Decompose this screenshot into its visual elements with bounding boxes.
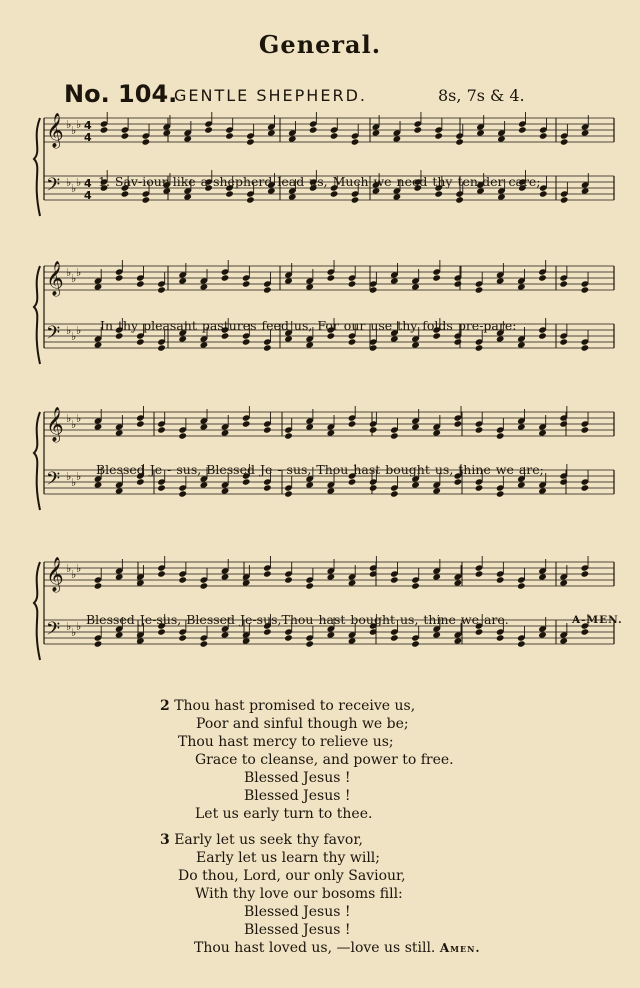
note-head (475, 344, 484, 351)
flat-icon: ♭ (71, 330, 77, 343)
note-head (305, 582, 314, 589)
note-head (221, 573, 230, 580)
bass-clef-icon: 𝄢 (46, 323, 61, 348)
note-head (348, 478, 357, 485)
note-head (242, 478, 251, 485)
note-head (432, 487, 441, 494)
treble-clef-icon: 𝄞 (46, 261, 64, 296)
note-head (327, 274, 336, 281)
flat-icon: ♭ (76, 118, 82, 131)
amen-label: Amen. (439, 941, 481, 955)
note-head (348, 579, 357, 586)
note-head (432, 631, 441, 638)
note-head (330, 132, 339, 139)
note-head (309, 126, 318, 133)
note-head (538, 429, 547, 436)
note-head (559, 338, 568, 345)
flat-icon: ♭ (66, 324, 72, 337)
note-head (157, 426, 166, 433)
note-head (263, 570, 272, 577)
note-head (581, 344, 590, 351)
note-head (581, 628, 590, 635)
note-head (221, 274, 230, 281)
note-head (136, 579, 145, 586)
note-head (221, 332, 230, 339)
note-head (142, 196, 151, 203)
hymn-title: GENTLE SHEPHERD. (174, 86, 367, 105)
flat-icon: ♭ (71, 418, 77, 431)
note-head (94, 640, 103, 647)
note-head (200, 423, 209, 430)
flat-icon: ♭ (66, 118, 72, 131)
note-head (581, 286, 590, 293)
verse-3-line-5: Blessed Jesus ! (244, 904, 351, 920)
note-head (115, 274, 124, 281)
note-head (390, 432, 399, 439)
note-head (518, 126, 527, 133)
note-head (517, 423, 526, 430)
note-head (411, 283, 420, 290)
note-head (348, 420, 357, 427)
note-head (221, 429, 230, 436)
flat-icon: ♭ (71, 476, 77, 489)
verse-3-line-6: Blessed Jesus ! (244, 922, 351, 938)
note-head (225, 132, 234, 139)
note-head (242, 420, 251, 427)
time-signature: 4 (84, 189, 92, 202)
note-head (351, 196, 360, 203)
flat-icon: ♭ (71, 182, 77, 195)
note-head (284, 490, 293, 497)
note-head (496, 576, 505, 583)
note-head (305, 423, 314, 430)
note-head (539, 190, 548, 197)
note-head (475, 484, 484, 491)
note-head (178, 277, 187, 284)
verse-2-line-6: Blessed Jesus ! (244, 788, 351, 804)
note-head (242, 637, 251, 644)
note-head (263, 286, 272, 293)
note-head (305, 283, 314, 290)
note-head (559, 579, 568, 586)
note-head (454, 637, 463, 644)
note-head (538, 274, 547, 281)
note-head (432, 332, 441, 339)
note-head (115, 487, 124, 494)
note-head (496, 277, 505, 284)
verse-2-line-2: Poor and sinful though we be; (196, 716, 409, 732)
note-head (351, 138, 360, 145)
bass-clef-icon: 𝄢 (46, 175, 61, 200)
verse-3-line-2: Early let us learn thy will; (196, 850, 380, 866)
note-head (372, 129, 381, 136)
note-head (411, 341, 420, 348)
note-head (454, 478, 463, 485)
note-head (517, 341, 526, 348)
note-head (517, 481, 526, 488)
verse-number: 3 (160, 832, 170, 848)
lyric-line-2: In thy pleasant pastures feed us, For our use thy folds pre-pare: (100, 318, 517, 333)
flat-icon: ♭ (66, 620, 72, 633)
note-head (327, 429, 336, 436)
note-head (157, 628, 166, 635)
note-head (178, 490, 187, 497)
note-head (411, 640, 420, 647)
verse-3-line-4: With thy love our bosoms fill: (195, 886, 403, 902)
system-brace (34, 266, 40, 364)
note-head (330, 190, 339, 197)
note-head (517, 582, 526, 589)
note-head (100, 126, 109, 133)
note-head (390, 335, 399, 342)
verse-text: Early let us seek thy favor, (174, 832, 363, 848)
verse-3-line-7 (194, 940, 481, 956)
note-head (136, 280, 145, 287)
flat-icon: ♭ (76, 470, 82, 483)
flat-icon: ♭ (66, 412, 72, 425)
note-head (432, 274, 441, 281)
verse-2-line-3: Thou hast mercy to relieve us; (178, 734, 394, 750)
treble-clef-icon: 𝄞 (46, 557, 64, 592)
note-head (121, 190, 130, 197)
note-head (411, 481, 420, 488)
note-head (327, 487, 336, 494)
bass-clef-icon: 𝄢 (46, 469, 61, 494)
note-head (475, 286, 484, 293)
hymn-number: No. 104. (64, 80, 178, 108)
verse-2-line-1 (160, 698, 415, 714)
note-head (136, 637, 145, 644)
flat-icon: ♭ (76, 176, 82, 189)
note-head (263, 344, 272, 351)
note-head (369, 426, 378, 433)
note-head (263, 484, 272, 491)
flat-icon: ♭ (66, 266, 72, 279)
note-head (121, 132, 130, 139)
note-head (200, 582, 209, 589)
note-head (517, 283, 526, 290)
amen-label: A-MEN. (572, 614, 623, 626)
note-head (538, 573, 547, 580)
note-head (94, 582, 103, 589)
note-head (497, 193, 506, 200)
note-head (263, 628, 272, 635)
note-head (94, 423, 103, 430)
verse-number: 2 (160, 698, 170, 714)
treble-clef-icon: 𝄞 (46, 407, 64, 442)
note-head (581, 484, 590, 491)
note-head (454, 338, 463, 345)
note-head (560, 196, 569, 203)
note-head (246, 196, 255, 203)
note-head (327, 573, 336, 580)
note-head (496, 335, 505, 342)
note-head (284, 634, 293, 641)
note-head (539, 132, 548, 139)
system-brace (34, 118, 40, 216)
note-head (327, 332, 336, 339)
verse-text: Thou hast promised to receive us, (174, 698, 416, 714)
note-head (393, 193, 402, 200)
bass-clef-icon: 𝄢 (46, 619, 61, 644)
note-head (454, 280, 463, 287)
note-head (284, 576, 293, 583)
note-head (432, 573, 441, 580)
note-head (327, 631, 336, 638)
note-head (496, 634, 505, 641)
note-head (559, 478, 568, 485)
note-head (305, 481, 314, 488)
note-head (559, 420, 568, 427)
note-head (434, 190, 443, 197)
note-head (115, 332, 124, 339)
note-head (411, 582, 420, 589)
note-head (517, 640, 526, 647)
note-head (581, 570, 590, 577)
flat-icon: ♭ (71, 272, 77, 285)
flat-icon: ♭ (76, 562, 82, 575)
note-head (348, 637, 357, 644)
note-head (136, 420, 145, 427)
note-head (221, 631, 230, 638)
note-head (496, 432, 505, 439)
note-head (242, 280, 251, 287)
note-head (178, 576, 187, 583)
note-head (157, 344, 166, 351)
note-head (157, 484, 166, 491)
note-head (178, 432, 187, 439)
note-head (560, 138, 569, 145)
note-head (475, 628, 484, 635)
flat-icon: ♭ (76, 620, 82, 633)
section-title: General. (258, 30, 382, 59)
note-head (225, 190, 234, 197)
lyric-line-4: Blessed Je-sus, Blessed Je-sus,Thou hast bought us, thine we are. (86, 612, 509, 627)
note-head (455, 138, 464, 145)
note-head (242, 338, 251, 345)
note-head (390, 490, 399, 497)
flat-icon: ♭ (71, 568, 77, 581)
note-head (455, 196, 464, 203)
note-head (497, 135, 506, 142)
verse-3-line-3: Do thou, Lord, our only Saviour, (178, 868, 406, 884)
note-head (390, 634, 399, 641)
verse-3-line-1 (160, 832, 363, 848)
note-head (263, 426, 272, 433)
note-head (284, 335, 293, 342)
note-head (284, 432, 293, 439)
verse-2-line-5: Blessed Jesus ! (244, 770, 351, 786)
lyric-line-1: 1. Sav-iour like a shepherd lead us, Much we need thy ten-der care; (98, 174, 541, 189)
note-head (475, 570, 484, 577)
note-head (200, 341, 209, 348)
flat-icon: ♭ (76, 266, 82, 279)
note-head (204, 126, 213, 133)
time-signature: 4 (84, 119, 92, 132)
time-signature: 4 (84, 177, 92, 190)
flat-icon: ♭ (71, 124, 77, 137)
note-head (434, 132, 443, 139)
note-head (200, 640, 209, 647)
note-head (496, 490, 505, 497)
system-brace (34, 562, 40, 660)
note-head (369, 484, 378, 491)
note-head (178, 634, 187, 641)
note-head (162, 129, 171, 136)
verse-2-line-7: Let us early turn to thee. (195, 806, 373, 822)
note-head (242, 579, 251, 586)
note-head (390, 277, 399, 284)
note-head (411, 423, 420, 430)
note-head (413, 126, 422, 133)
note-head (476, 129, 485, 136)
note-head (432, 429, 441, 436)
note-head (538, 332, 547, 339)
note-head (115, 573, 124, 580)
note-head (305, 640, 314, 647)
note-head (454, 420, 463, 427)
note-head (183, 193, 192, 200)
note-head (454, 579, 463, 586)
note-head (288, 135, 297, 142)
note-head (157, 570, 166, 577)
flat-icon: ♭ (66, 176, 72, 189)
note-head (183, 135, 192, 142)
note-head (475, 426, 484, 433)
flat-icon: ♭ (76, 412, 82, 425)
note-head (157, 286, 166, 293)
verse-2-line-4: Grace to cleanse, and power to free. (195, 752, 454, 768)
system-brace (34, 412, 40, 510)
note-head (538, 487, 547, 494)
note-head (581, 426, 590, 433)
note-head (115, 429, 124, 436)
hymn-meter: 8s, 7s & 4. (438, 86, 525, 105)
note-head (94, 341, 103, 348)
note-head (200, 481, 209, 488)
note-head (221, 487, 230, 494)
note-head (559, 637, 568, 644)
note-head (348, 280, 357, 287)
flat-icon: ♭ (66, 562, 72, 575)
flat-icon: ♭ (76, 324, 82, 337)
note-head (267, 129, 276, 136)
treble-clef-icon: 𝄞 (46, 113, 64, 148)
note-head (284, 277, 293, 284)
flat-icon: ♭ (71, 626, 77, 639)
note-head (200, 283, 209, 290)
note-head (393, 135, 402, 142)
note-head (390, 576, 399, 583)
note-head (136, 478, 145, 485)
verse-text: Thou hast loved us, —love us still. (194, 940, 436, 956)
note-head (305, 341, 314, 348)
note-head (142, 138, 151, 145)
note-head (581, 129, 590, 136)
note-head (136, 338, 145, 345)
note-head (581, 187, 590, 194)
note-head (348, 338, 357, 345)
note-head (288, 193, 297, 200)
note-head (94, 481, 103, 488)
lyric-line-3: Blessed Je - sus, Blessed Je - sus, Thou hast bought us, thine we are; (96, 462, 544, 477)
note-head (178, 335, 187, 342)
flat-icon: ♭ (66, 470, 72, 483)
note-head (115, 631, 124, 638)
time-signature: 4 (84, 131, 92, 144)
note-head (246, 138, 255, 145)
note-head (94, 283, 103, 290)
note-head (538, 631, 547, 638)
note-head (559, 280, 568, 287)
